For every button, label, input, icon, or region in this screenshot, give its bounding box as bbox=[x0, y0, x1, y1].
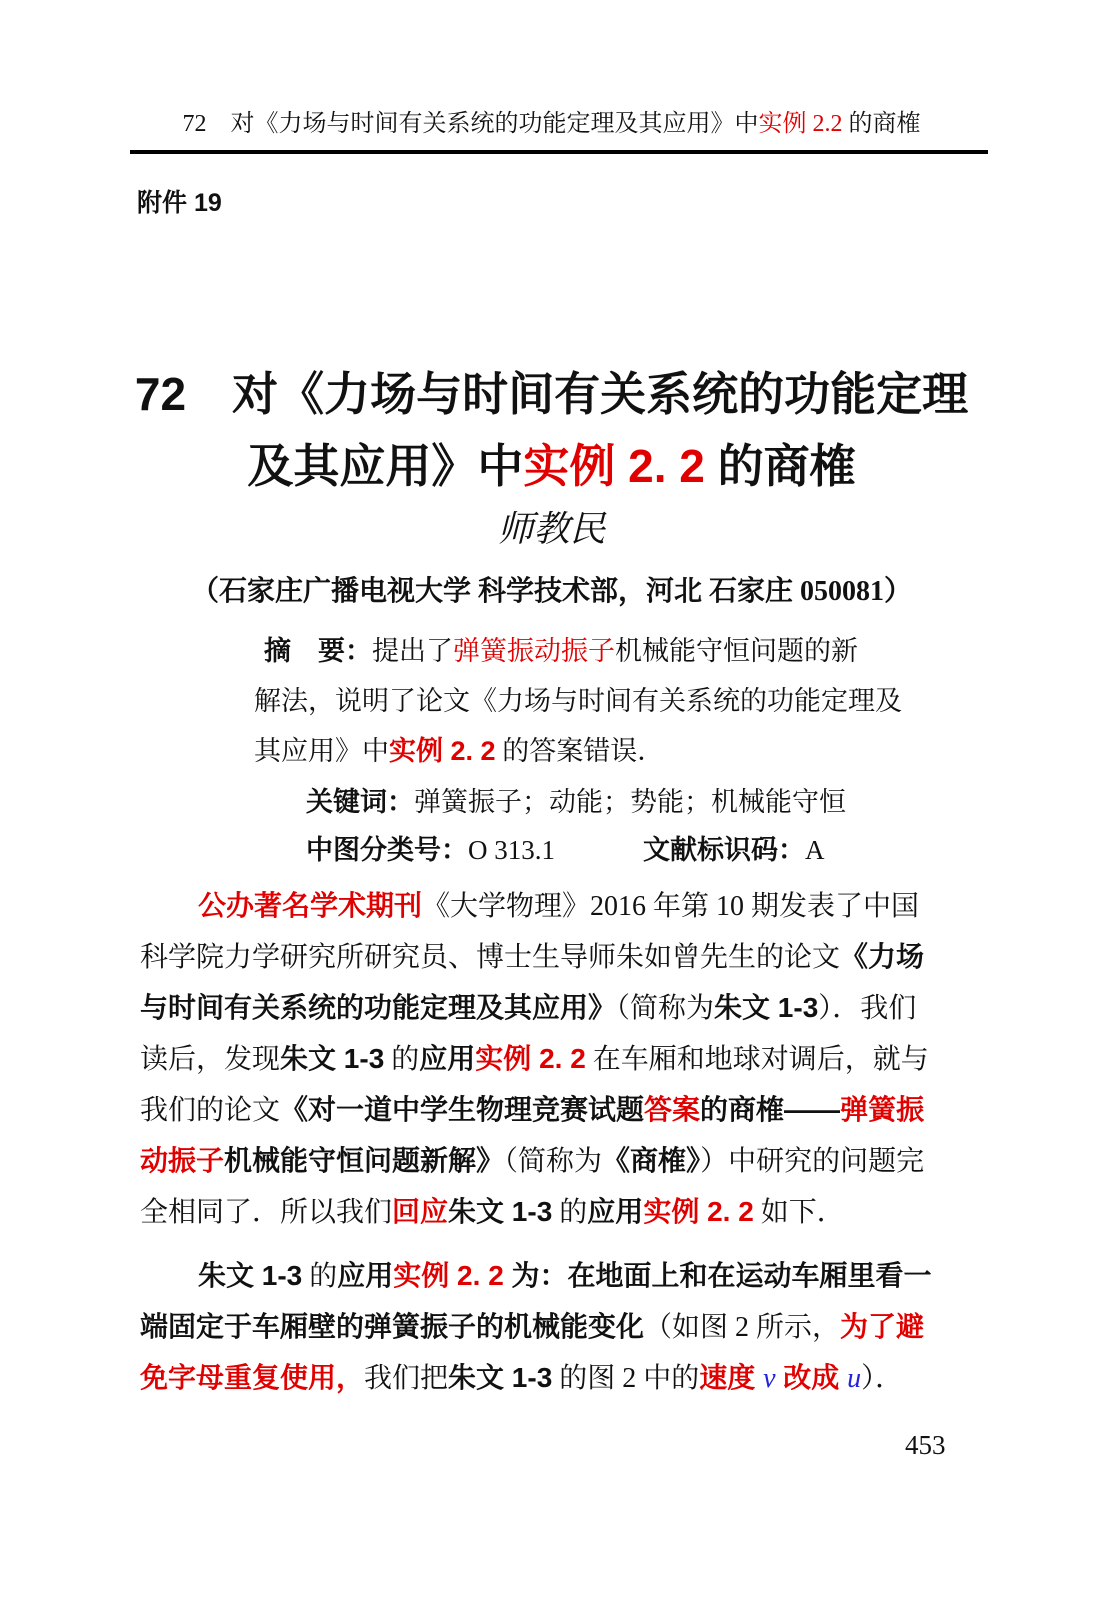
text-line bbox=[0, 108, 1103, 140]
text-segment: 回应 bbox=[392, 1196, 449, 1227]
text-line bbox=[0, 358, 1103, 430]
text-segment: （简称为 bbox=[504, 1146, 603, 1177]
text-segment: 《大学物理》2016 年第 10 期发表了中国 bbox=[422, 891, 920, 922]
text-segment: 提出了 bbox=[372, 636, 453, 666]
text-segment: 的 bbox=[302, 1261, 338, 1292]
text-segment: 改成 bbox=[775, 1362, 848, 1393]
text-segment: 弹簧振子；动能；势能；机械能守恒 bbox=[414, 787, 846, 817]
text-segment: 的 bbox=[384, 1044, 420, 1075]
keywords-line bbox=[306, 778, 846, 826]
text-line bbox=[254, 676, 902, 726]
text-segment: ）中研究的问题完 bbox=[700, 1146, 925, 1177]
text-segment: 全相同了．所以我们 bbox=[140, 1197, 393, 1228]
text-segment: 答案 bbox=[644, 1094, 701, 1125]
text-line bbox=[254, 626, 902, 676]
text-segment: 《商榷》 bbox=[602, 1145, 701, 1176]
text-segment: 实例 2.2 bbox=[758, 111, 849, 137]
text-line bbox=[254, 726, 902, 776]
text-segment: 的商榷—— bbox=[700, 1094, 841, 1125]
running-header bbox=[0, 108, 1103, 140]
text-segment: u bbox=[847, 1363, 862, 1394]
document-title bbox=[0, 358, 1103, 502]
text-segment: ）． bbox=[861, 1363, 904, 1394]
classification-line bbox=[306, 826, 825, 874]
text-segment: 我们把 bbox=[364, 1363, 449, 1394]
text-segment: 实例 2. 2 bbox=[389, 736, 496, 766]
text-segment: 机械能守恒问题的新 bbox=[615, 636, 858, 666]
text-line bbox=[140, 1084, 929, 1135]
text-segment: 朱文 1-3 bbox=[448, 1362, 553, 1393]
text-segment: 朱文 1-3 bbox=[448, 1196, 553, 1227]
text-line bbox=[140, 1135, 929, 1186]
text-segment: 其应用》中 bbox=[254, 736, 389, 766]
text-segment: 解法，说明了论文《力场与时间有关系统的功能定理及 bbox=[254, 686, 902, 716]
text-segment: 如下． bbox=[753, 1197, 845, 1228]
text-segment: O 313.1 bbox=[468, 835, 555, 865]
body-paragraph-2 bbox=[140, 1250, 932, 1403]
text-segment: 实例 2. 2 bbox=[643, 1196, 754, 1227]
text-line bbox=[140, 982, 929, 1033]
text-segment: 摘 要： bbox=[264, 636, 372, 666]
text-segment: （如图 2 所示， bbox=[644, 1312, 841, 1343]
text-segment: 与时间有关系统的功能定理及其应用》 bbox=[140, 992, 617, 1023]
author-affiliation: （石家庄广播电视大学 科学技术部，河北 石家庄 050081） bbox=[190, 576, 912, 607]
text-segment: 应用 bbox=[337, 1260, 394, 1291]
text-line bbox=[140, 1033, 929, 1084]
text-line bbox=[140, 1186, 929, 1237]
text-segment: 弹簧振动振子 bbox=[453, 636, 615, 666]
text-segment: A bbox=[805, 835, 825, 865]
text-line bbox=[140, 1250, 932, 1301]
text-segment: ）．我们 bbox=[818, 993, 917, 1024]
text-line bbox=[0, 430, 1103, 502]
text-line bbox=[140, 1301, 932, 1352]
text-segment: 及其应用》中 bbox=[247, 440, 524, 492]
text-segment: v bbox=[763, 1363, 776, 1394]
text-line bbox=[140, 931, 929, 982]
text-segment: 机械能守恒问题新解》 bbox=[224, 1145, 505, 1176]
text-segment: 为： bbox=[503, 1260, 568, 1291]
text-segment: 端固定于车厢壁的弹簧振子的机械能变化 bbox=[140, 1311, 645, 1342]
text-segment: 实例 2. 2 bbox=[393, 1260, 504, 1291]
text-segment: 72 对《力场与时间有关系统的功能定理 bbox=[134, 368, 969, 420]
text-segment: 公办著名学术期刊 bbox=[198, 890, 423, 921]
text-line bbox=[306, 778, 846, 826]
abstract-block bbox=[254, 626, 902, 776]
author-name: 师教民 bbox=[497, 509, 606, 549]
header-rule bbox=[130, 150, 988, 154]
text-segment: 的图 2 中的 bbox=[552, 1363, 700, 1394]
text-segment: 为了避 bbox=[840, 1311, 925, 1342]
text-segment: 弹簧振 bbox=[840, 1094, 925, 1125]
text-segment: 朱文 1-3 bbox=[714, 992, 819, 1023]
page-number: 453 bbox=[905, 1430, 946, 1460]
text-segment: 在地面上和在运动车厢里看一 bbox=[567, 1260, 932, 1291]
text-segment: 的 bbox=[552, 1197, 588, 1228]
text-line bbox=[306, 826, 825, 874]
text-segment: 朱文 1-3 bbox=[198, 1260, 303, 1291]
body-paragraph-1 bbox=[140, 880, 929, 1237]
attachment-label: 附件 19 bbox=[137, 189, 222, 217]
text-segment: 的答案错误． bbox=[495, 736, 665, 766]
text-segment: 我们的论文 bbox=[140, 1095, 281, 1126]
text-segment: 动振子 bbox=[140, 1145, 225, 1176]
text-segment: 中图分类号： bbox=[306, 835, 468, 865]
text-segment: 科学院力学研究所研究员、博士生导师朱如曾先生的论文 bbox=[140, 942, 841, 973]
text-segment: 的商榷 bbox=[704, 440, 856, 492]
text-segment: （简称为 bbox=[616, 993, 715, 1024]
text-segment: 读后，发现 bbox=[140, 1044, 281, 1075]
text-segment: 的商榷 bbox=[848, 111, 921, 137]
text-segment: 应用 bbox=[587, 1196, 644, 1227]
text-segment: 朱文 1-3 bbox=[280, 1043, 385, 1074]
text-segment: 《对一道中学生物理竞赛试题 bbox=[280, 1094, 645, 1125]
text-segment: 速度 bbox=[699, 1362, 764, 1393]
text-segment: 72 对《力场与时间有关系统的功能定理及其应用》中 bbox=[182, 111, 759, 137]
text-segment: 应用 bbox=[419, 1043, 476, 1074]
text-line bbox=[140, 880, 929, 931]
text-segment: 《力场 bbox=[840, 941, 925, 972]
text-segment: 实例 2. 2 bbox=[523, 440, 705, 492]
text-segment: 免字母重复使用， bbox=[140, 1362, 365, 1393]
text-segment: 实例 2. 2 bbox=[475, 1043, 586, 1074]
text-segment: 在车厢和地球对调后，就与 bbox=[585, 1044, 929, 1075]
text-line bbox=[140, 1352, 932, 1403]
text-segment: 关键词： bbox=[306, 787, 414, 817]
text-segment: 文献标识码： bbox=[643, 835, 805, 865]
